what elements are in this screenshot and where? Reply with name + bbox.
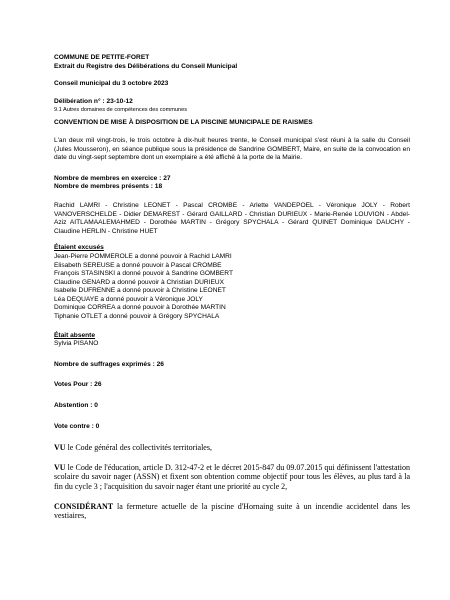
list-item: Léa DEQUAYE a donné pouvoir à Véronique JOLY <box>54 295 203 303</box>
votes-for: Votes Pour : 26 <box>54 381 102 389</box>
register-extract: Extrait du Registre des Délibérations du Conseil Municipal <box>54 62 238 70</box>
consideration-lead: VU <box>54 443 66 453</box>
list-item: Isabelle DUFRENNE a donné pouvoir à Christine LEONET <box>54 287 226 295</box>
absent-member: Sylvia PISANO <box>54 340 99 348</box>
votes-abstention: Abstention : 0 <box>54 402 98 410</box>
present-members-list: Rachid LAMRI - Christine LEONET - Pascal CROMBE - Arlette VANDEPOEL - Véronique JOLY - Robert VANOVERSCHELDE - Didier DEMAREST - Gérard GAILLARD - Christian DURIEUX - Marie-Renée LOUVION - Abdel-Aziz AITLAMAALEMAHMED - Dorothée MARTIN - Grégory SPYCHALA - Gérard QUINET Dominique DAUCHY - Claudine HERLIN - Christine HUET <box>54 201 410 235</box>
members-in-office: Nombre de membres en exercice : 27 <box>54 174 171 182</box>
consideration-lead: VU <box>54 462 66 472</box>
list-item: Jean-Pierre POMMEROLE a donné pouvoir à Rachid LAMRI <box>54 252 232 260</box>
list-item: Elisabeth SEREUSE a donné pouvoir à Pascal CROMBE <box>54 261 222 269</box>
consideration-text: le Code de l'éducation, article D. 312-47-2 et le décret 2015-847 du 09.07.2015 qui définissent l'attestation scolaire du savoir nager (ASSN) et fixent son obtention comme objectif pour tous les élèves, au plus tard à la fin du cycle 3 ; l'acquisition du savoir nager étant une priorité au cycle 2, <box>54 462 410 491</box>
excused-heading: Étaient excusés <box>54 244 104 252</box>
list-item: Claudine GENARD a donné pouvoir à Christian DURIEUX <box>54 278 225 286</box>
excused-list <box>54 253 410 322</box>
consideration-text: le Code général des collectivités territoriales, <box>65 443 212 453</box>
deliberation-number: Délibération n° : 23-10-12 <box>54 97 133 105</box>
deliberation-title: CONVENTION DE MISE À DISPOSITION DE LA PISCINE MUNICIPALE DE RAISMES <box>54 119 313 127</box>
votes-expressed: Nombre de suffrages exprimés : 26 <box>54 360 164 368</box>
list-item: François STASINSKI a donné pouvoir à Sandrine GOMBERT <box>54 270 233 278</box>
consideration-paragraph <box>54 502 410 521</box>
members-present: Nombre de membres présents : 18 <box>54 183 163 191</box>
consideration-text: la fermeture actuelle de la piscine d'Hornaing suite à un incendie accidentel dans les vestiaires, <box>54 501 410 521</box>
intro-paragraph: L'an deux mil vingt-trois, le trois octobre à dix-huit heures trente, le Conseil municipal s'est réuni à la salle du Conseil (Jules Mousseron), en séance publique sous la présidence de Sandrine GOMBERT, Maire, en suite de la convocation en date du vingt-sept septembre dont un exemplaire a été affiché à la porte de la Mairie. <box>54 136 410 162</box>
deliberation-category: 9.1 Autres domaines de compétences des communes <box>54 107 188 114</box>
consideration-lead: CONSIDÉRANT <box>54 501 114 511</box>
consideration-paragraph <box>54 463 410 492</box>
list-item: Tiphanie OTLET a donné pouvoir à Grégory SPYCHALA <box>54 313 220 321</box>
votes-against: Vote contre : 0 <box>54 422 100 430</box>
consideration-paragraph <box>54 443 410 453</box>
absent-heading: Était absente <box>54 331 96 339</box>
document-page <box>54 54 410 521</box>
list-item: Dominique CORREA a donné pouvoir à Dorothée MARTIN <box>54 304 226 312</box>
commune-name: COMMUNE DE PETITE-FORET <box>54 54 150 61</box>
meeting-date: Conseil municipal du 3 octobre 2023 <box>54 80 169 88</box>
